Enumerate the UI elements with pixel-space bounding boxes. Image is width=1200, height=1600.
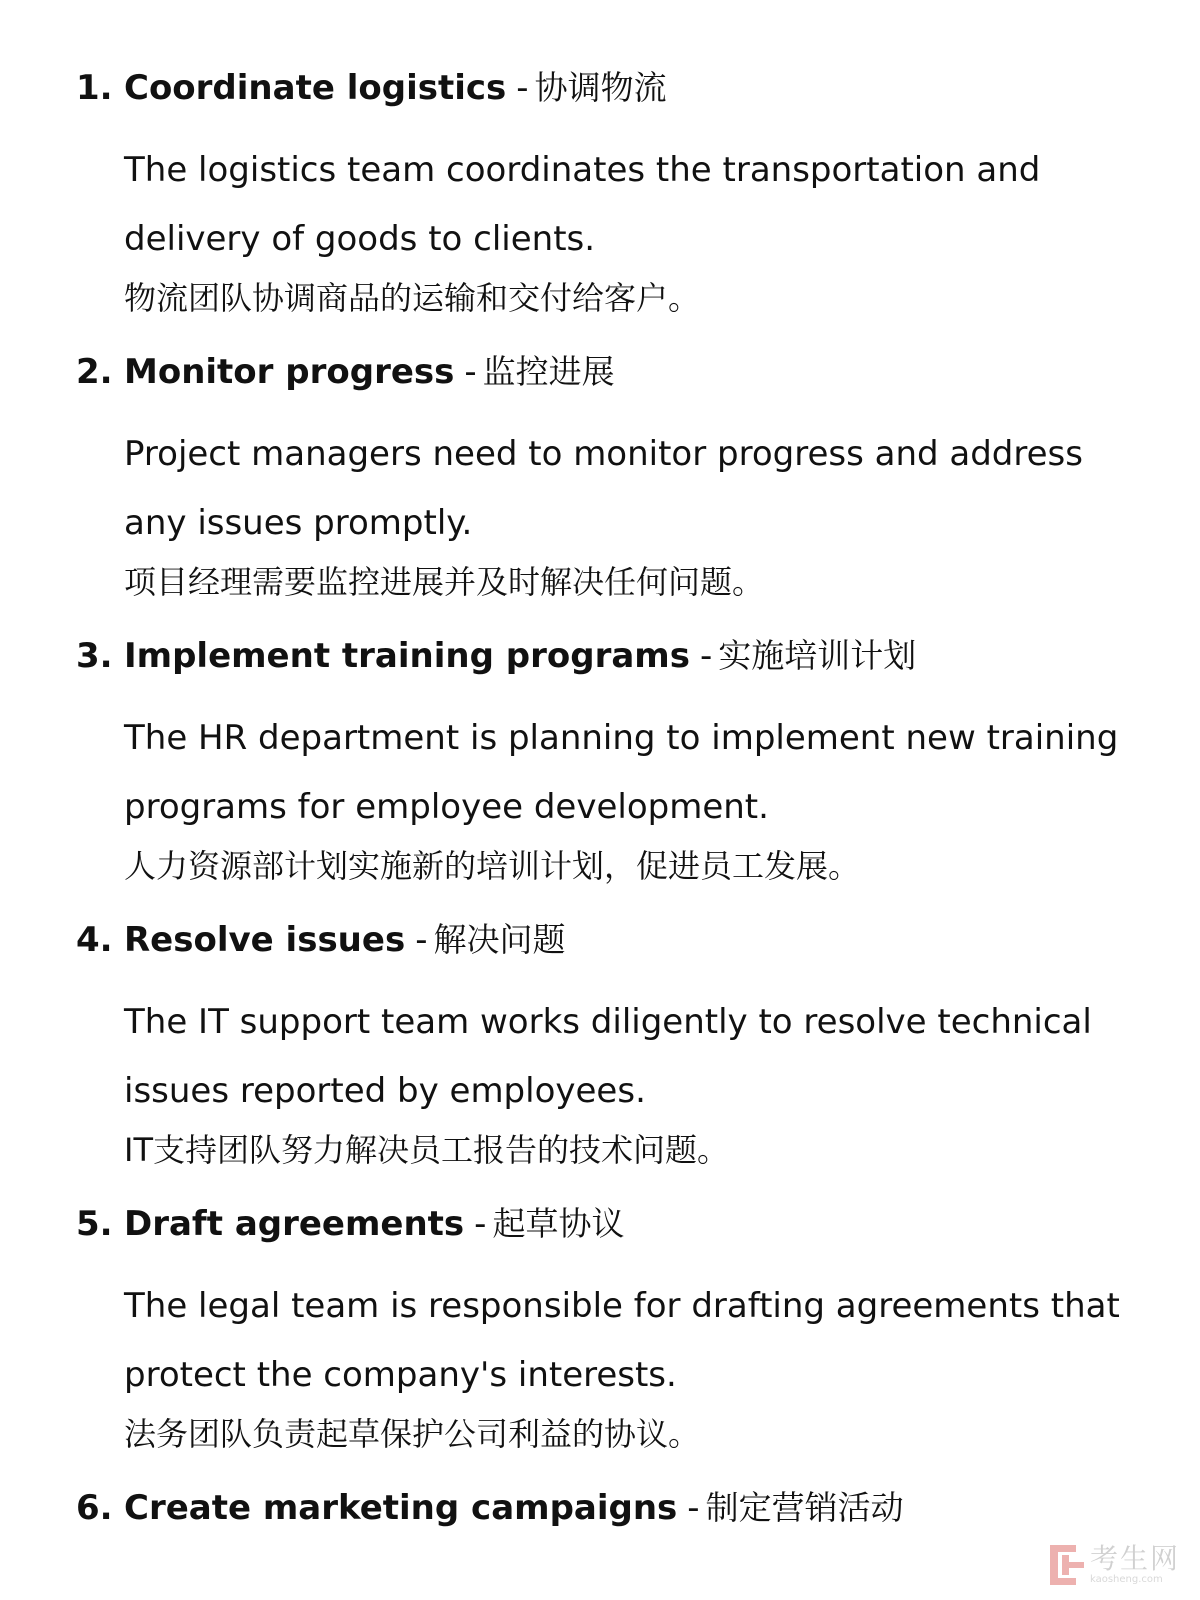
list-item — [0, 568, 1200, 885]
example-translation: 物流团队协调商品的运输和交付给客户。 — [124, 279, 701, 317]
list-item — [0, 1136, 1200, 1453]
example-sentence: The HR department is planning to implement new training programs for employee development. — [124, 718, 1119, 827]
item-number: 2. — [76, 352, 113, 392]
term-separator: - — [415, 920, 428, 960]
example-sentence: The legal team is responsible for drafting agreements that protect the company's interests. — [124, 1286, 1120, 1395]
example-translation: 法务团队负责起草保护公司利益的协议。 — [124, 1415, 701, 1453]
term-english: Resolve issues — [124, 920, 406, 960]
term-separator: - — [516, 68, 529, 108]
list-item — [0, 852, 1200, 1169]
list-item — [0, 0, 1200, 317]
term-english: Coordinate logistics — [124, 68, 507, 108]
term-english: Draft agreements — [124, 1204, 465, 1244]
item-number: 5. — [76, 1204, 113, 1244]
term-line — [76, 1486, 904, 1530]
term-separator: - — [464, 352, 477, 392]
term-line — [76, 634, 916, 678]
term-chinese: 解决问题 — [433, 920, 566, 959]
example-sentence: The logistics team coordinates the transportation and delivery of goods to clients. — [124, 150, 1041, 259]
term-chinese: 实施培训计划 — [718, 636, 917, 675]
term-line — [76, 66, 667, 110]
example-sentence: The IT support team works diligently to resolve technical issues reported by employees. — [124, 1002, 1092, 1111]
example-translation: 项目经理需要监控进展并及时解决任何问题。 — [124, 563, 765, 601]
term-line — [76, 918, 565, 962]
item-number: 3. — [76, 636, 113, 676]
term-english: Create marketing campaigns — [124, 1488, 678, 1528]
watermark-site-url: kaosheng.com — [1089, 1574, 1163, 1585]
list-item — [0, 1420, 1200, 1560]
term-chinese: 协调物流 — [534, 68, 667, 107]
watermark — [1050, 1544, 1180, 1586]
term-english: Implement training programs — [124, 636, 690, 676]
term-separator: - — [687, 1488, 700, 1528]
term-chinese: 起草协议 — [492, 1204, 625, 1243]
term-separator: - — [474, 1204, 487, 1244]
site-logo-icon — [1050, 1545, 1084, 1585]
term-english: Monitor progress — [124, 352, 455, 392]
term-line — [76, 350, 615, 394]
term-line — [76, 1202, 624, 1246]
example-sentence: Project managers need to monitor progress and address any issues promptly. — [124, 434, 1083, 543]
term-separator: - — [699, 636, 713, 676]
term-chinese: 制定营销活动 — [705, 1488, 904, 1527]
watermark-text — [1090, 1544, 1180, 1586]
item-number: 6. — [76, 1488, 113, 1528]
item-number: 4. — [76, 920, 113, 960]
example-translation: IT支持团队努力解决员工报告的技术问题。 — [124, 1131, 729, 1169]
example-translation: 人力资源部计划实施新的培训计划，促进员工发展。 — [124, 847, 861, 885]
item-number: 1. — [76, 68, 113, 108]
term-chinese: 监控进展 — [482, 352, 615, 391]
watermark-site-name: 考生网 — [1089, 1542, 1180, 1575]
list-item — [0, 284, 1200, 601]
